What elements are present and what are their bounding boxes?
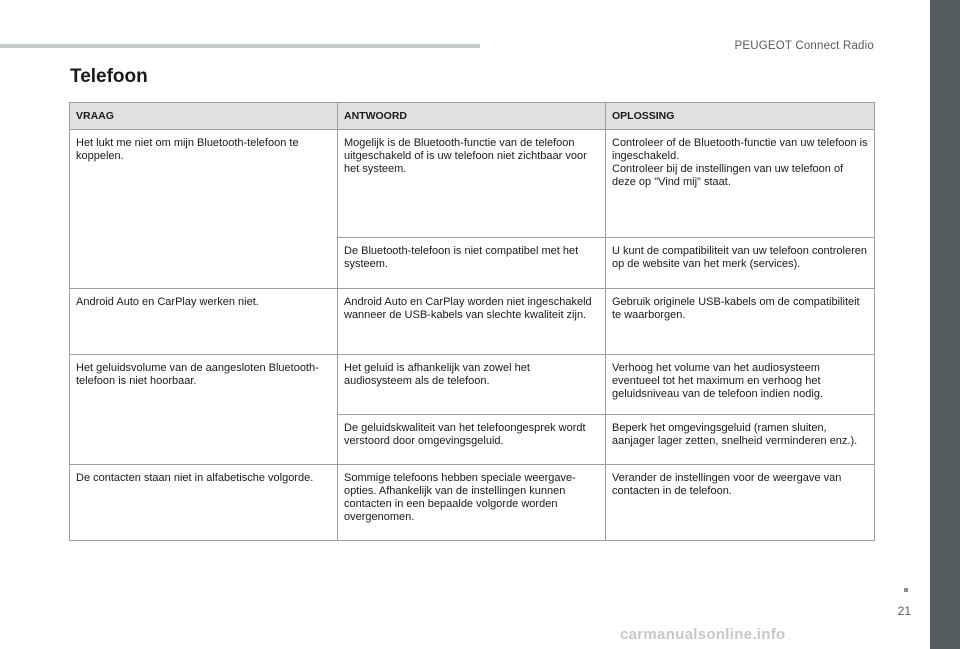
- solution-cell: [606, 415, 875, 465]
- header-rule: [0, 44, 480, 48]
- answer-cell: [338, 238, 606, 289]
- question-text: Het lukt me niet om mijn Bluetooth-telefoon te koppelen.: [76, 137, 299, 162]
- solution-cell: [606, 355, 875, 415]
- answer-text: Het geluid is afhankelijk van zowel het audiosysteem als de telefoon.: [344, 362, 530, 387]
- answer-text: Sommige telefoons hebben speciale weergave-opties. Afhankelijk van de instellingen kunnen contacten in een bepaalde volgorde worden overgenomen.: [344, 472, 576, 523]
- table-row: [70, 465, 875, 541]
- column-header-question: VRAAG: [70, 103, 338, 130]
- page-end-marker: [904, 588, 908, 592]
- page-title: Telefoon: [70, 66, 148, 87]
- column-header-answer: ANTWOORD: [338, 103, 606, 130]
- question-cell: [70, 355, 338, 465]
- solution-text: Verhoog het volume van het audiosysteem eventueel tot het maximum en verhoog het geluidsniveau van de telefoon indien nodig.: [612, 362, 823, 400]
- answer-text: De geluidskwaliteit van het telefoongesprek wordt verstoord door omgevingsgeluid.: [344, 422, 586, 447]
- solution-text: Beperk het omgevingsgeluid (ramen sluiten, aanjager lager zetten, snelheid verminderen enz.).: [612, 422, 858, 447]
- table-header-row: [70, 103, 875, 130]
- question-text: De contacten staan niet in alfabetische volgorde.: [76, 472, 314, 484]
- solution-text: Controleer of de Bluetooth-functie van uw telefoon is ingeschakeld. Controleer bij de instellingen van uw telefoon of deze op "Vind mij" staat.: [612, 137, 868, 188]
- question-cell: [70, 289, 338, 355]
- answer-cell: [338, 289, 606, 355]
- answer-text: Android Auto en CarPlay worden niet ingeschakeld wanneer de USB-kabels van slechte kwaliteit zijn.: [344, 296, 592, 321]
- solution-cell: [606, 289, 875, 355]
- question-text: Het geluidsvolume van de aangesloten Bluetooth-telefoon is niet hoorbaar.: [76, 362, 319, 387]
- answer-cell: [338, 355, 606, 415]
- side-tab-bar: [930, 0, 960, 649]
- solution-cell: [606, 465, 875, 541]
- answer-text: De Bluetooth-telefoon is niet compatibel met het systeem.: [344, 245, 579, 270]
- page-number: 21: [897, 604, 911, 618]
- solution-cell: [606, 130, 875, 238]
- solution-text: Verander de instellingen voor de weergave van contacten in de telefoon.: [612, 472, 842, 497]
- solution-text: Gebruik originele USB-kabels om de compatibiliteit te waarborgen.: [612, 296, 860, 321]
- solution-text: U kunt de compatibiliteit van uw telefoon controleren op de website van het merk (services).: [612, 245, 867, 270]
- question-text: Android Auto en CarPlay werken niet.: [76, 296, 259, 308]
- answer-cell: [338, 130, 606, 238]
- answer-cell: [338, 465, 606, 541]
- table-row: [70, 289, 875, 355]
- column-header-solution: OPLOSSING: [606, 103, 875, 130]
- solution-cell: [606, 238, 875, 289]
- watermark-text: carmanualsonline.info: [620, 626, 786, 643]
- question-cell: [70, 465, 338, 541]
- header-brand: PEUGEOT Connect Radio: [734, 40, 874, 52]
- question-cell: [70, 130, 338, 289]
- answer-cell: [338, 415, 606, 465]
- answer-text: Mogelijk is de Bluetooth-functie van de telefoon uitgeschakeld of is uw telefoon niet zichtbaar voor het systeem.: [344, 137, 587, 175]
- table-row: [70, 130, 875, 238]
- faq-table: [69, 102, 875, 541]
- table-row: [70, 355, 875, 415]
